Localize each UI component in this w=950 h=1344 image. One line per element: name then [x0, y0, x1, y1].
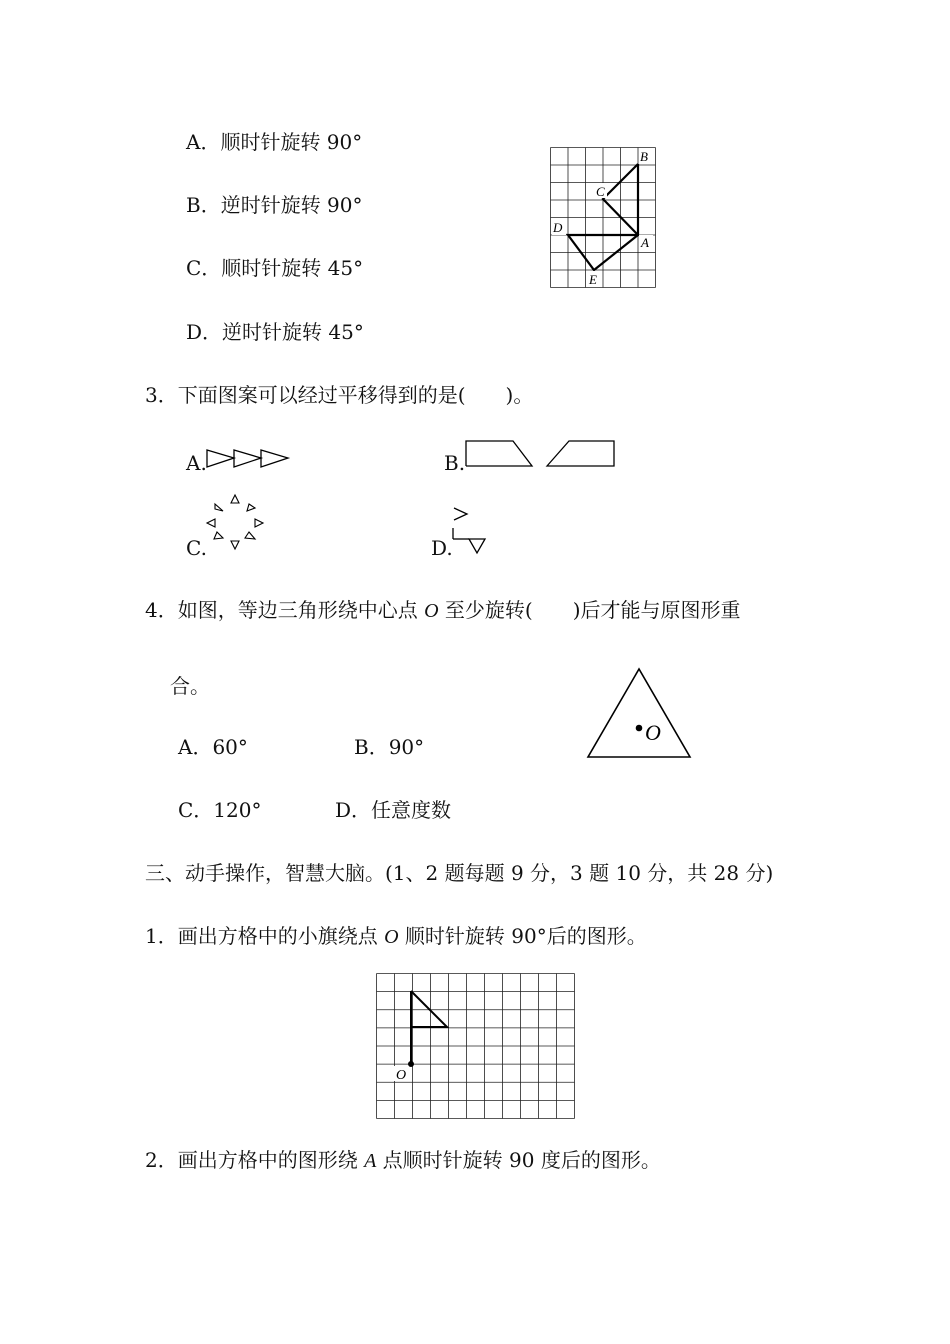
q2-option-c[interactable]: C．顺时针旋转 45° [186, 256, 364, 280]
label-b: B [640, 149, 648, 164]
q4-stem-suffix: 至少旋转( )后才能与原图形重 [438, 598, 741, 622]
section3-q2-var: A [364, 1150, 377, 1172]
q4-option-b[interactable]: B．90° [354, 735, 425, 759]
q2-option-d[interactable]: D．逆时针旋转 45° [186, 320, 364, 344]
q4-triangle-figure [584, 666, 694, 761]
q4-option-a[interactable]: A．60° [178, 735, 248, 759]
label-o: O [396, 1068, 407, 1083]
section3-q2-suffix: 点顺时针旋转 90 度后的图形。 [376, 1148, 661, 1172]
q4-stem-var: O [424, 600, 439, 622]
q3-option-c-label[interactable]: C. [186, 536, 207, 560]
q3-stem: 3．下面图案可以经过平移得到的是( )。 [145, 383, 534, 407]
grid-lines [377, 974, 575, 1119]
q3-option-d-figure [451, 504, 491, 556]
q4-option-d[interactable]: D．任意度数 [335, 798, 452, 822]
label-o: O [645, 720, 661, 745]
q2-grid-figure [550, 147, 656, 288]
label-a: A [641, 235, 649, 250]
label-c: C [596, 184, 605, 199]
section3-heading: 三、动手操作，智慧大脑。(1、2 题每题 9 分，3 题 10 分，共 28 分) [145, 861, 774, 885]
grid-lines [551, 148, 656, 288]
section3-q1-prefix: 1．画出方格中的小旗绕点 [145, 924, 385, 948]
q4-option-c[interactable]: C．120° [178, 798, 262, 822]
center-point [636, 725, 643, 732]
q3-option-b-figure [465, 440, 617, 468]
section3-q2-prefix: 2．画出方格中的图形绕 [145, 1148, 365, 1172]
q3-option-c-figure [203, 492, 269, 554]
q3-option-d-label[interactable]: D. [431, 536, 453, 560]
flag-grid-figure [376, 973, 576, 1119]
section3-q2 [145, 1148, 661, 1173]
section3-q1-var: O [384, 926, 399, 948]
q4-stem [145, 598, 741, 623]
section3-q1-suffix: 顺时针旋转 90°后的图形。 [398, 924, 647, 948]
q3-option-a-label[interactable]: A. [186, 451, 207, 475]
q3-option-a-figure [206, 448, 292, 470]
label-d: D [553, 220, 563, 235]
label-e: E [589, 272, 597, 287]
q4-stem-continuation: 合。 [170, 674, 210, 698]
section3-q1 [145, 924, 647, 949]
q3-option-b-label[interactable]: B. [444, 451, 466, 475]
q2-option-a[interactable]: A．顺时针旋转 90° [186, 130, 363, 154]
q2-option-b[interactable]: B．逆时针旋转 90° [186, 193, 363, 217]
q4-stem-prefix: 4．如图，等边三角形绕中心点 [145, 598, 425, 622]
